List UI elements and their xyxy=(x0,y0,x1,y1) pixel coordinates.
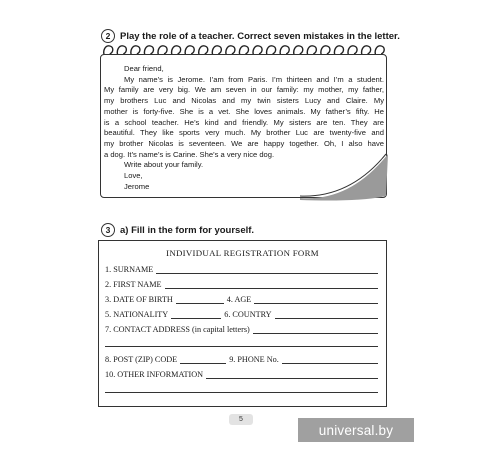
dob-label: 3. DATE OF BIRTH xyxy=(105,295,173,304)
letter-line: is a school teacher. He’s kind and friendly. My sisters are ten. They are xyxy=(104,117,384,127)
form-row-dob-age xyxy=(105,295,378,304)
phone-field[interactable] xyxy=(282,356,378,364)
exercise-3-number: 3 xyxy=(101,223,115,237)
exercise-2-number: 2 xyxy=(101,29,115,43)
nationality-label: 5. NATIONALITY xyxy=(105,310,169,319)
other-info-field[interactable] xyxy=(206,371,378,379)
letter-line: beautiful. They like sports very much. My brother Luc are twenty-five and xyxy=(104,128,384,138)
post-code-field[interactable] xyxy=(180,356,226,364)
first-name-field[interactable] xyxy=(165,281,379,289)
form-row-surname xyxy=(105,265,378,274)
form-row-nationality-country xyxy=(105,310,378,319)
age-label: 4. AGE xyxy=(226,295,252,304)
age-field[interactable] xyxy=(254,296,378,304)
registration-form xyxy=(98,240,387,407)
exercise-2-header xyxy=(101,29,400,43)
other-info-extra-line[interactable] xyxy=(105,392,378,393)
exercise-3-instruction: a) Fill in the form for yourself. xyxy=(120,224,255,236)
phone-label: 9. PHONE No. xyxy=(229,355,279,364)
contact-field[interactable] xyxy=(253,326,378,334)
first-name-label: 2. FIRST NAME xyxy=(105,280,162,289)
post-code-label: 8. POST (ZIP) CODE xyxy=(105,355,178,364)
page-number: 5 xyxy=(229,414,253,425)
form-row-other xyxy=(105,370,378,379)
country-field[interactable] xyxy=(275,311,378,319)
contact-label: 7. CONTACT ADDRESS (in capital letters) xyxy=(105,325,250,334)
letter-line: My family are very big. We am seven in our family: my mother, my father, xyxy=(104,85,384,95)
letter-line: a dog. It’s name’s is Carine. She’s a very nice dog. xyxy=(104,149,275,159)
letter-text xyxy=(104,64,384,192)
letter-line: mother is forty-five. She is a vet. She loves animals. My father’s fifty. He xyxy=(104,106,384,116)
letter-signature: Jerome xyxy=(124,181,150,191)
letter-sign-off: Love, xyxy=(124,171,143,181)
letter-line: my brother Nicolas is seventeen. We are happy together. Oh, I also have xyxy=(104,138,384,148)
letter-line: My name’s is Jerome. I’am from Paris. I’m thirteen and I’m a student. xyxy=(124,74,384,84)
contact-field-extra-line[interactable] xyxy=(105,346,378,347)
surname-label: 1. SURNAME xyxy=(105,265,154,274)
form-row-contact xyxy=(105,325,378,334)
form-title: INDIVIDUAL REGISTRATION FORM xyxy=(166,248,319,258)
exercise-2-instruction: Play the role of a teacher. Correct seven mistakes in the letter. xyxy=(120,30,400,42)
country-label: 6. COUNTRY xyxy=(224,310,272,319)
exercise-3-header xyxy=(101,223,254,237)
letter-line: my brothers Luc and Nicolas and my twin sisters Lucy and Claire. My xyxy=(104,96,384,106)
letter-greeting: Dear friend, xyxy=(124,64,164,73)
nationality-field[interactable] xyxy=(171,311,221,319)
form-row-post-phone xyxy=(105,355,378,364)
form-row-first-name xyxy=(105,280,378,289)
letter-closing-line: Write about your family. xyxy=(124,160,204,170)
dob-field[interactable] xyxy=(176,296,224,304)
watermark: universal.by xyxy=(298,418,414,442)
other-info-label: 10. OTHER INFORMATION xyxy=(105,370,204,379)
surname-field[interactable] xyxy=(156,266,378,274)
